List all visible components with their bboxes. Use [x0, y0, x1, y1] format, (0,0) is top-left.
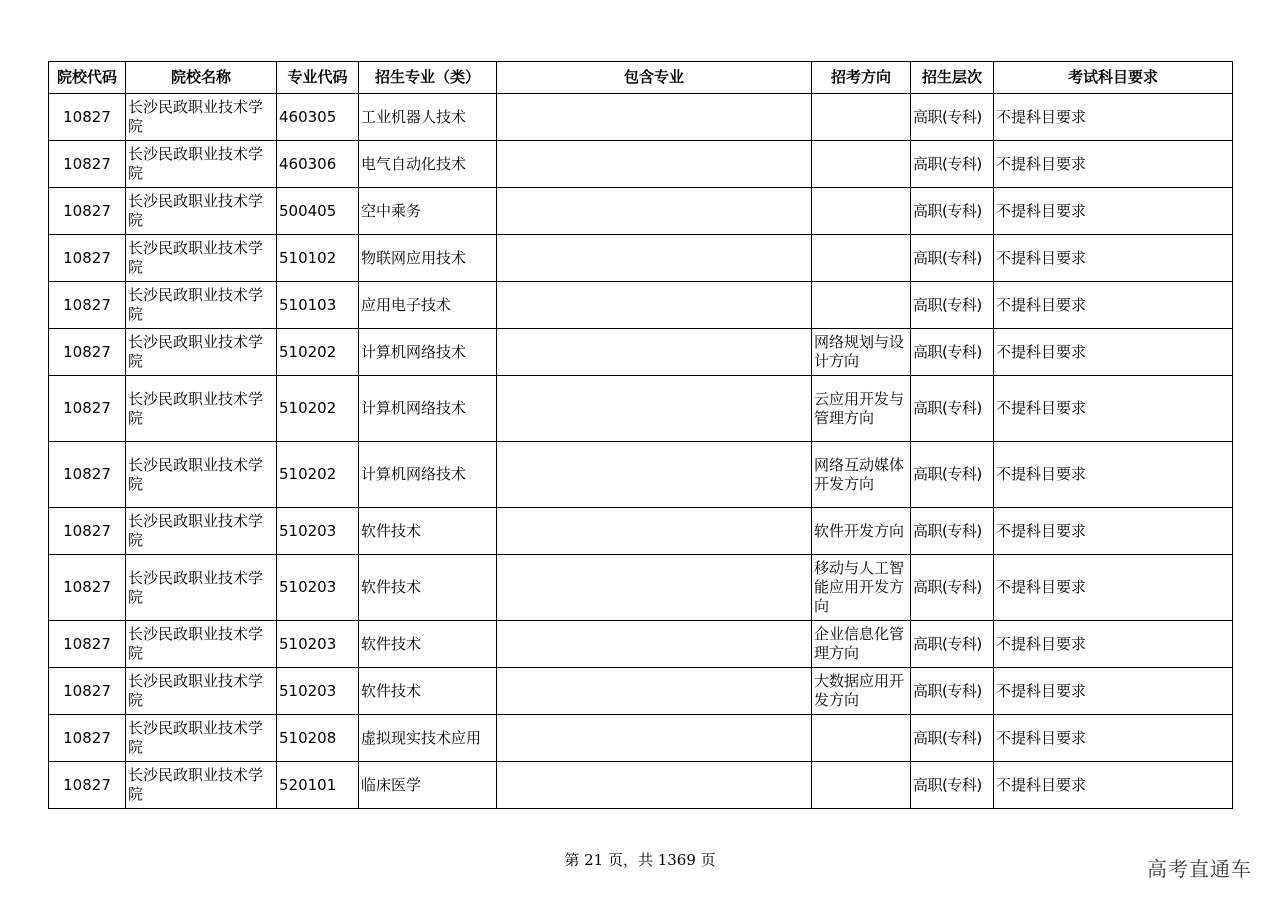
admissions-table [48, 61, 1233, 809]
cell-direction: 大数据应用开发方向 [812, 668, 911, 715]
cell-major-code: 510102 [277, 235, 359, 282]
cell-level: 高职(专科) [911, 376, 994, 442]
cell-level: 高职(专科) [911, 94, 994, 141]
cell-school-code: 10827 [49, 442, 126, 508]
header-level: 招生层次 [911, 62, 994, 94]
cell-school-code: 10827 [49, 762, 126, 809]
cell-subjects: 不提科目要求 [994, 235, 1233, 282]
cell-direction [812, 94, 911, 141]
table-row [49, 141, 1233, 188]
table-row [49, 621, 1233, 668]
table-row [49, 282, 1233, 329]
cell-major-code: 510202 [277, 329, 359, 376]
cell-subjects: 不提科目要求 [994, 508, 1233, 555]
cell-direction [812, 141, 911, 188]
cell-school-code: 10827 [49, 715, 126, 762]
cell-includes [497, 762, 812, 809]
header-includes: 包含专业 [497, 62, 812, 94]
cell-major: 软件技术 [359, 621, 497, 668]
cell-includes [497, 188, 812, 235]
cell-includes [497, 442, 812, 508]
cell-major-code: 510103 [277, 282, 359, 329]
cell-school-name: 长沙民政职业技术学院 [126, 329, 277, 376]
table-body [49, 94, 1233, 809]
cell-level: 高职(专科) [911, 141, 994, 188]
cell-level: 高职(专科) [911, 282, 994, 329]
cell-subjects: 不提科目要求 [994, 668, 1233, 715]
cell-major: 临床医学 [359, 762, 497, 809]
cell-direction: 网络规划与设计方向 [812, 329, 911, 376]
cell-school-name: 长沙民政职业技术学院 [126, 762, 277, 809]
cell-school-name: 长沙民政职业技术学院 [126, 282, 277, 329]
cell-major: 软件技术 [359, 668, 497, 715]
table-row [49, 555, 1233, 621]
cell-level: 高职(专科) [911, 508, 994, 555]
cell-includes [497, 235, 812, 282]
cell-subjects: 不提科目要求 [994, 282, 1233, 329]
table-row [49, 762, 1233, 809]
cell-major-code: 460306 [277, 141, 359, 188]
table-header [49, 62, 1233, 94]
cell-level: 高职(专科) [911, 235, 994, 282]
cell-includes [497, 668, 812, 715]
header-major: 招生专业（类） [359, 62, 497, 94]
cell-level: 高职(专科) [911, 715, 994, 762]
cell-school-name: 长沙民政职业技术学院 [126, 94, 277, 141]
cell-school-name: 长沙民政职业技术学院 [126, 235, 277, 282]
cell-school-name: 长沙民政职业技术学院 [126, 555, 277, 621]
table-row [49, 235, 1233, 282]
cell-school-code: 10827 [49, 235, 126, 282]
cell-includes [497, 141, 812, 188]
cell-major-code: 510202 [277, 376, 359, 442]
cell-major-code: 460305 [277, 94, 359, 141]
cell-school-code: 10827 [49, 282, 126, 329]
cell-direction: 云应用开发与管理方向 [812, 376, 911, 442]
cell-major: 软件技术 [359, 555, 497, 621]
cell-major-code: 510208 [277, 715, 359, 762]
cell-direction [812, 715, 911, 762]
cell-level: 高职(专科) [911, 668, 994, 715]
cell-includes [497, 376, 812, 442]
cell-school-code: 10827 [49, 555, 126, 621]
table-row [49, 508, 1233, 555]
cell-subjects: 不提科目要求 [994, 329, 1233, 376]
cell-school-name: 长沙民政职业技术学院 [126, 188, 277, 235]
cell-includes [497, 508, 812, 555]
cell-level: 高职(专科) [911, 442, 994, 508]
cell-school-name: 长沙民政职业技术学院 [126, 621, 277, 668]
table-row [49, 188, 1233, 235]
table-row [49, 442, 1233, 508]
cell-school-name: 长沙民政职业技术学院 [126, 508, 277, 555]
cell-major: 软件技术 [359, 508, 497, 555]
cell-level: 高职(专科) [911, 762, 994, 809]
cell-school-code: 10827 [49, 188, 126, 235]
cell-direction: 企业信息化管理方向 [812, 621, 911, 668]
cell-includes [497, 621, 812, 668]
cell-school-code: 10827 [49, 508, 126, 555]
cell-school-code: 10827 [49, 329, 126, 376]
header-subjects: 考试科目要求 [994, 62, 1233, 94]
watermark: 高考直通车 [1147, 857, 1252, 881]
cell-level: 高职(专科) [911, 621, 994, 668]
cell-includes [497, 94, 812, 141]
cell-direction: 网络互动媒体开发方向 [812, 442, 911, 508]
cell-school-code: 10827 [49, 668, 126, 715]
cell-direction: 软件开发方向 [812, 508, 911, 555]
cell-major: 虚拟现实技术应用 [359, 715, 497, 762]
cell-major-code: 510203 [277, 555, 359, 621]
cell-major: 计算机网络技术 [359, 442, 497, 508]
cell-includes [497, 329, 812, 376]
cell-includes [497, 715, 812, 762]
cell-direction [812, 282, 911, 329]
cell-major: 电气自动化技术 [359, 141, 497, 188]
cell-level: 高职(专科) [911, 188, 994, 235]
cell-major-code: 510202 [277, 442, 359, 508]
table-row [49, 376, 1233, 442]
cell-major-code: 520101 [277, 762, 359, 809]
cell-major-code: 500405 [277, 188, 359, 235]
cell-major-code: 510203 [277, 668, 359, 715]
cell-major: 工业机器人技术 [359, 94, 497, 141]
cell-school-code: 10827 [49, 141, 126, 188]
cell-school-code: 10827 [49, 376, 126, 442]
cell-level: 高职(专科) [911, 555, 994, 621]
cell-includes [497, 555, 812, 621]
cell-school-name: 长沙民政职业技术学院 [126, 668, 277, 715]
cell-direction: 移动与人工智能应用开发方向 [812, 555, 911, 621]
header-major-code: 专业代码 [277, 62, 359, 94]
cell-school-name: 长沙民政职业技术学院 [126, 141, 277, 188]
cell-subjects: 不提科目要求 [994, 188, 1233, 235]
cell-school-name: 长沙民政职业技术学院 [126, 376, 277, 442]
cell-school-name: 长沙民政职业技术学院 [126, 715, 277, 762]
cell-subjects: 不提科目要求 [994, 376, 1233, 442]
cell-school-code: 10827 [49, 94, 126, 141]
cell-subjects: 不提科目要求 [994, 442, 1233, 508]
cell-subjects: 不提科目要求 [994, 141, 1233, 188]
cell-subjects: 不提科目要求 [994, 621, 1233, 668]
page-footer: 第 21 页，共 1369 页 [564, 851, 716, 869]
cell-direction [812, 188, 911, 235]
cell-major-code: 510203 [277, 508, 359, 555]
cell-subjects: 不提科目要求 [994, 555, 1233, 621]
header-school-code: 院校代码 [49, 62, 126, 94]
header-school-name: 院校名称 [126, 62, 277, 94]
cell-major-code: 510203 [277, 621, 359, 668]
cell-direction [812, 235, 911, 282]
cell-level: 高职(专科) [911, 329, 994, 376]
cell-school-name: 长沙民政职业技术学院 [126, 442, 277, 508]
cell-subjects: 不提科目要求 [994, 762, 1233, 809]
cell-school-code: 10827 [49, 621, 126, 668]
table-row [49, 329, 1233, 376]
cell-major: 计算机网络技术 [359, 329, 497, 376]
header-direction: 招考方向 [812, 62, 911, 94]
cell-subjects: 不提科目要求 [994, 715, 1233, 762]
cell-subjects: 不提科目要求 [994, 94, 1233, 141]
cell-major: 计算机网络技术 [359, 376, 497, 442]
table-row [49, 94, 1233, 141]
cell-major: 应用电子技术 [359, 282, 497, 329]
cell-major: 空中乘务 [359, 188, 497, 235]
table-row [49, 668, 1233, 715]
table-row [49, 715, 1233, 762]
cell-major: 物联网应用技术 [359, 235, 497, 282]
cell-direction [812, 762, 911, 809]
cell-includes [497, 282, 812, 329]
